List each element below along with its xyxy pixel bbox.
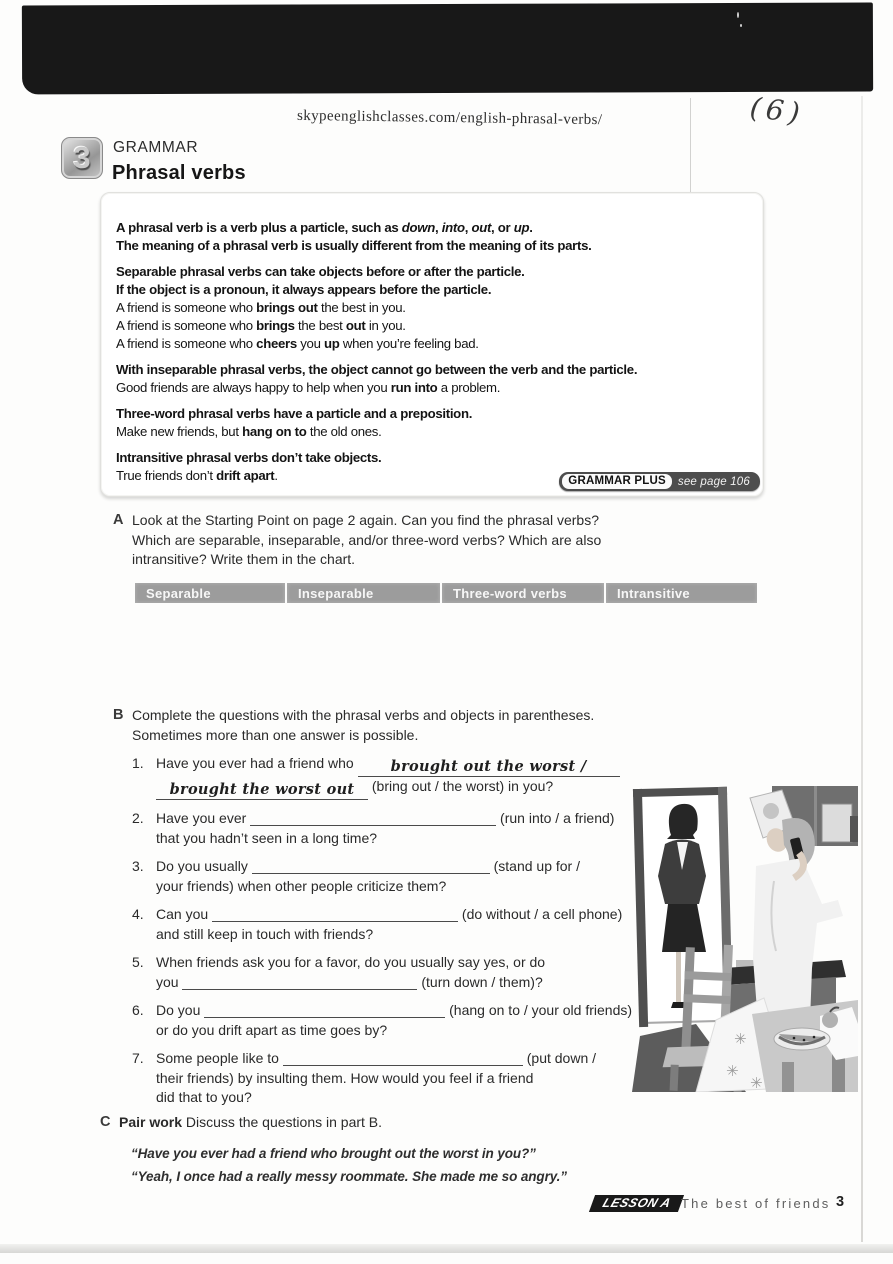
- text-segment: .: [274, 468, 278, 483]
- answer-blank: [283, 1051, 523, 1066]
- grammar-plus-badge: [559, 472, 760, 491]
- grammar-plus-label: GRAMMAR PLUS: [562, 474, 672, 489]
- text-segment: Have you ever: [156, 810, 251, 826]
- text-segment: Do you usually: [156, 858, 252, 874]
- text-segment: up: [323, 336, 340, 351]
- text-segment: brings: [256, 318, 295, 333]
- text-segment: (turn down / them)?: [417, 973, 543, 990]
- text-segment: A friend is someone who: [116, 318, 257, 333]
- grammar-plus-note: see page 106: [677, 475, 750, 488]
- text-segment: (run into / a friend): [496, 810, 615, 826]
- question-item: [132, 857, 753, 896]
- question-item: [132, 754, 753, 800]
- answer-blank: [250, 811, 496, 826]
- question-line: [156, 754, 620, 777]
- phrasal-verbs-chart-header: [135, 583, 757, 603]
- text-segment: their friends) by insulting them. How would you feel if a friend: [156, 1069, 534, 1086]
- text-segment: brings out: [256, 300, 318, 315]
- exercise-c-text: Discuss the questions in part B.: [185, 1114, 383, 1130]
- grammar-rule-line: [116, 281, 755, 299]
- exercise-a-letter: A: [113, 512, 124, 528]
- text-segment: .: [529, 220, 533, 235]
- text-segment: in you.: [365, 318, 406, 333]
- question-line: [156, 777, 620, 800]
- text-segment: your friends) when other people criticize them?: [156, 877, 447, 894]
- grammar-box: [100, 192, 764, 497]
- grammar-rule-line: [116, 317, 755, 335]
- dialogue-line: “Yeah, I once had a really messy roommate. She made me so angry.”: [131, 1168, 567, 1184]
- text-segment: hang on to: [242, 424, 307, 439]
- grammar-rule-group: [116, 361, 755, 397]
- chart-header-inseparable: Inseparable: [287, 583, 440, 603]
- scan-bottom-band: [0, 1244, 893, 1253]
- text-segment: Make new friends, but: [116, 424, 243, 439]
- text-segment: the old ones.: [306, 424, 382, 439]
- question-number: 2.: [132, 810, 144, 826]
- text-segment: and still keep in touch with friends?: [156, 925, 374, 942]
- text-segment: or do you drift apart as time goes by?: [156, 1021, 388, 1038]
- question-item: [132, 905, 753, 944]
- handwritten-answer: brought the worst out: [156, 780, 368, 800]
- text-segment: the best: [294, 318, 346, 333]
- exercise-b-letter: B: [113, 707, 124, 723]
- question-number: 3.: [132, 858, 144, 874]
- svg-text:✳: ✳: [726, 1062, 739, 1080]
- grammar-rule-line: [116, 237, 755, 255]
- grammar-rule-line: [116, 335, 755, 353]
- exercise-a-line: Which are separable, inseparable, and/or three-word verbs? Which are also: [132, 531, 602, 548]
- lesson-title: The best of friends: [681, 1196, 831, 1211]
- chart-header-intransitive: Intransitive: [606, 583, 757, 603]
- svg-text:✳: ✳: [734, 1030, 747, 1048]
- grammar-rule-group: [116, 405, 755, 441]
- question-number: 5.: [132, 954, 144, 970]
- exercise-c-letter: C: [100, 1114, 111, 1130]
- grammar-rule-line: [116, 423, 755, 441]
- scan-top-band: [22, 3, 873, 95]
- pair-work-label: Pair work: [119, 1114, 183, 1130]
- grammar-rule-line: [116, 379, 755, 397]
- question-line: [156, 857, 580, 877]
- exercise-b-intro-line: Complete the questions with the phrasal verbs and objects in parentheses.: [132, 707, 595, 723]
- text-segment: (bring out / the worst) in you?: [368, 778, 554, 794]
- text-segment: when you’re feeling bad.: [339, 336, 479, 351]
- example-dialogue: [131, 1143, 567, 1188]
- text-segment: , or: [491, 220, 514, 235]
- question-list: [132, 754, 753, 1108]
- exercise-a-line: Look at the Starting Point on page 2 again. Can you find the phrasal verbs?: [132, 512, 599, 528]
- lesson-badge: LESSON A: [589, 1195, 685, 1212]
- question-line: [156, 877, 580, 897]
- text-segment: (do without / a cell phone): [458, 906, 623, 922]
- text-segment: drift apart: [216, 468, 275, 483]
- page-edge-shadow: [861, 96, 863, 1242]
- question-number: 6.: [132, 1002, 144, 1018]
- text-segment: Some people like to: [156, 1050, 283, 1066]
- grammar-box-content: [116, 219, 755, 493]
- chart-header-separable: Separable: [135, 583, 285, 603]
- question-line: [156, 829, 614, 849]
- text-segment: out: [345, 318, 366, 333]
- text-segment: ,: [464, 220, 472, 235]
- question-line: [156, 1001, 632, 1021]
- svg-text:✳: ✳: [750, 1074, 763, 1092]
- question-line: [156, 1069, 596, 1089]
- question-line: [156, 1049, 596, 1069]
- grammar-rule-line: [116, 361, 755, 379]
- text-segment: into: [441, 220, 465, 235]
- unit-number-badge: [61, 137, 103, 179]
- question-number: 4.: [132, 906, 144, 922]
- text-segment: out: [471, 220, 492, 235]
- exercise-b-intro-line: Sometimes more than one answer is possible.: [132, 726, 419, 743]
- grammar-rule-line: [116, 299, 755, 317]
- grammar-rule-group: [116, 219, 755, 255]
- text-segment: cheers: [256, 336, 297, 351]
- text-segment: run into: [390, 380, 438, 395]
- text-segment: that you hadn’t seen in a long time?: [156, 829, 378, 846]
- grammar-rule-line: [116, 263, 755, 281]
- answer-blank: [182, 975, 417, 990]
- chart-header-three-word-verbs: Three-word verbs: [442, 583, 604, 603]
- text-segment: down: [401, 220, 435, 235]
- page-url: skypeenglishclasses.com/english-phrasal-verbs/: [296, 107, 603, 129]
- scan-speck: [737, 12, 739, 18]
- question-line: [156, 809, 614, 829]
- text-segment: If the object is a pronoun, it always appears before the particle.: [116, 282, 492, 297]
- text-segment: a problem.: [437, 380, 501, 395]
- question-item: [132, 953, 753, 992]
- handwritten-page-mark: (6): [748, 90, 807, 131]
- handwritten-answer: brought out the worst /: [358, 757, 620, 777]
- text-segment: you: [156, 973, 183, 990]
- answer-blank: [252, 859, 490, 874]
- text-segment: did that to you?: [156, 1089, 252, 1105]
- text-segment: When friends ask you for a favor, do you usually say yes, or do: [156, 954, 546, 970]
- question-line: [156, 905, 622, 925]
- text-segment: up: [513, 220, 530, 235]
- text-segment: Three-word phrasal verbs have a particle and a preposition.: [116, 406, 473, 421]
- text-segment: A phrasal verb is a verb plus a particle, such as: [116, 220, 402, 235]
- text-segment: (stand up for /: [489, 858, 580, 874]
- question-line: [156, 1021, 632, 1041]
- page-number: 3: [836, 1194, 845, 1210]
- text-segment: Can you: [156, 906, 213, 922]
- grammar-rule-line: [116, 219, 755, 237]
- exercise-b: [113, 706, 753, 1117]
- question-item: [132, 1001, 753, 1040]
- text-segment: With inseparable phrasal verbs, the object cannot go between the verb and the particle.: [116, 362, 638, 377]
- exercise-a-line: intransitive? Write them in the chart.: [132, 551, 356, 567]
- text-segment: (hang on to / your old friends): [445, 1002, 633, 1018]
- text-segment: you: [296, 336, 324, 351]
- question-item: [132, 1049, 753, 1108]
- text-segment: Separable phrasal verbs can take objects before or after the particle.: [116, 264, 525, 279]
- unit-number: 3: [73, 140, 91, 175]
- text-segment: Good friends are always happy to help when you: [116, 380, 391, 395]
- text-segment: Do you: [156, 1002, 205, 1018]
- text-segment: True friends don’t: [116, 468, 217, 483]
- text-segment: Have you ever had a friend who: [156, 755, 358, 771]
- question-line: [156, 925, 622, 945]
- answer-blank: [212, 907, 458, 922]
- text-segment: A friend is someone who: [116, 300, 257, 315]
- question-number: 1.: [132, 755, 144, 771]
- answer-blank: [204, 1003, 445, 1018]
- question-line: [156, 1088, 596, 1108]
- text-segment: A friend is someone who: [116, 336, 257, 351]
- page-title: Phrasal verbs: [112, 162, 246, 184]
- dialogue-line: “Have you ever had a friend who brought out the worst in you?”: [131, 1146, 536, 1161]
- question-number: 7.: [132, 1050, 144, 1066]
- exercise-a: [113, 511, 733, 570]
- scan-speck: [740, 24, 742, 27]
- text-segment: Intransitive phrasal verbs don’t take objects.: [116, 450, 382, 465]
- text-segment: the best in you.: [317, 300, 406, 315]
- question-item: [132, 809, 753, 848]
- section-label: GRAMMAR: [113, 139, 199, 156]
- grammar-rule-line: [116, 405, 755, 423]
- grammar-rule-group: [116, 263, 755, 353]
- text-segment: ,: [435, 220, 442, 235]
- text-segment: The meaning of a phrasal verb is usually different from the meaning of its parts.: [116, 238, 592, 253]
- text-segment: (put down /: [522, 1050, 597, 1066]
- question-line: [156, 953, 545, 973]
- grammar-rule-line: [116, 449, 755, 467]
- question-line: [156, 973, 545, 993]
